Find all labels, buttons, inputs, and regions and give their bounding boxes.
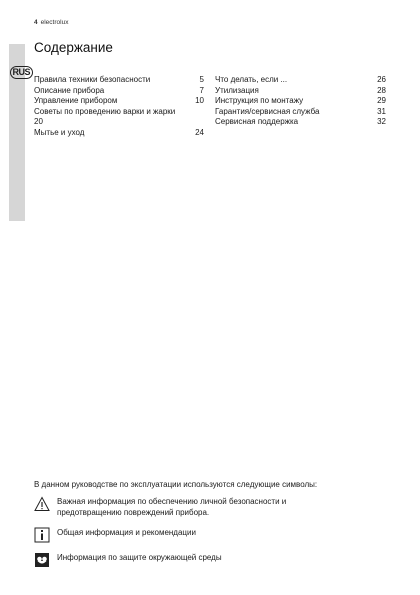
page-number: 4: [34, 19, 38, 26]
toc-item-description: Описание прибора 7: [34, 85, 204, 95]
toc-item-cooking-tips: Советы по проведению варки и жарки 20: [34, 106, 176, 126]
legend-item-warning: Важная информация по обеспечению личной безопасности и предотвращению повреждений прибора.: [34, 495, 384, 518]
toc-right-column: [215, 75, 386, 128]
page-header: [34, 19, 68, 26]
toc-item-operation: Управление прибором 10: [34, 96, 204, 105]
warning-triangle-icon: [34, 496, 50, 512]
toc-item-support: Сервисная поддержка 32: [215, 117, 386, 126]
symbols-legend: [34, 480, 384, 576]
legend-item-info: Общая информация и рекомендации: [34, 526, 384, 543]
brand-name: electrolux: [40, 19, 69, 26]
legend-intro: В данном руководстве по эксплуатации используются следующие символы:: [34, 480, 318, 489]
toc-item-warranty: Гарантия/сервисная служба 31: [215, 106, 386, 116]
page-title: Содержание: [34, 40, 113, 55]
toc-left-column: [34, 75, 204, 138]
toc-item-cleaning: Мытье и уход 24: [34, 127, 204, 137]
toc-item-troubleshooting: Что делать, если ... 26: [215, 75, 386, 84]
toc-item-disposal: Утилизация 28: [215, 85, 386, 95]
environment-icon: [34, 552, 50, 568]
legend-item-environment: Информация по защите окружающей среды: [34, 551, 384, 568]
toc-item-safety: Правила техники безопасности 5: [34, 75, 204, 84]
language-badge: RUS: [10, 66, 33, 79]
info-icon: [34, 527, 50, 543]
toc-item-installation: Инструкция по монтажу 29: [215, 96, 386, 105]
